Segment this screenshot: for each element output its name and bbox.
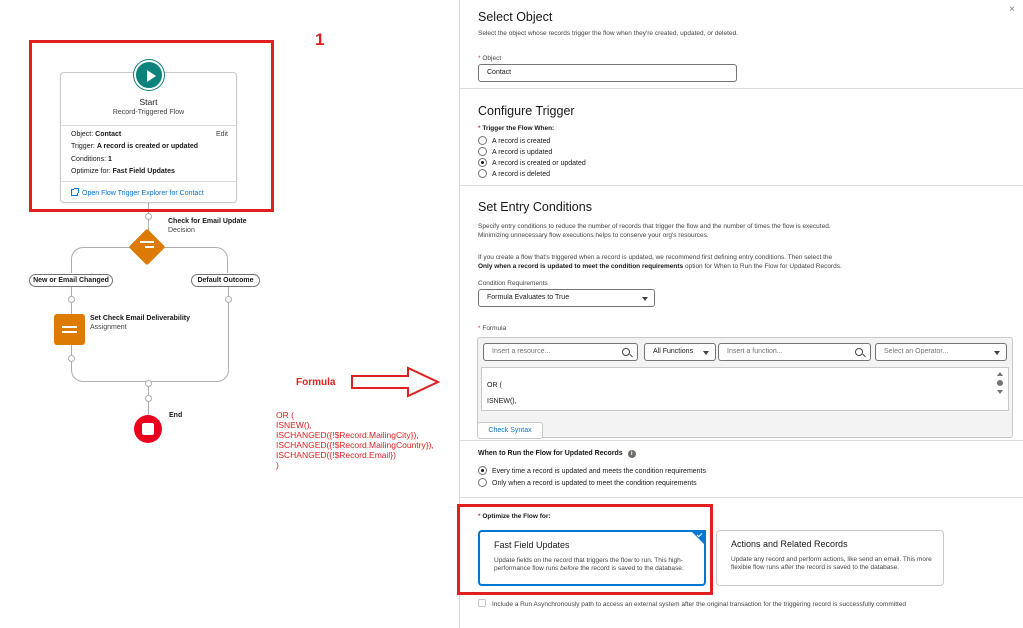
chevron-down-icon bbox=[994, 351, 1000, 355]
object-field-label-text: Object bbox=[482, 55, 502, 62]
assignment-node-subtitle: Assignment bbox=[90, 324, 127, 331]
entry-conditions-desc-4-bold: Only when a record is updated to meet the condition requirements bbox=[478, 263, 684, 270]
actions-related-records-title: Actions and Related Records bbox=[731, 539, 848, 549]
object-field-label: * Object bbox=[478, 55, 502, 62]
search-icon bbox=[622, 348, 630, 356]
actions-related-records-card[interactable] bbox=[716, 530, 944, 586]
run-async-checkbox-row[interactable] bbox=[478, 599, 906, 608]
start-optimize-label: Optimize for: bbox=[71, 168, 111, 175]
formula-builder bbox=[477, 337, 1013, 438]
annotation-highlight-box bbox=[29, 40, 274, 212]
info-icon[interactable]: i bbox=[628, 450, 636, 458]
annotation-highlight-box bbox=[457, 504, 713, 595]
trigger-when-label-text: Trigger the Flow When: bbox=[482, 125, 555, 132]
condition-requirements-label: Condition Requirements bbox=[478, 280, 548, 287]
divider bbox=[460, 497, 1023, 498]
radio-label: A record is created or updated bbox=[492, 160, 586, 167]
start-node-title: Start bbox=[139, 97, 158, 107]
entry-conditions-desc-2: Minimizing unnecessary flow executions helps to conserve your org's resources. bbox=[478, 232, 709, 239]
operator-select[interactable] bbox=[875, 343, 1007, 361]
start-optimize-value: Fast Field Updates bbox=[112, 168, 175, 175]
radio-record-created-or-updated[interactable] bbox=[478, 158, 586, 167]
radio-label: A record is updated bbox=[492, 149, 553, 156]
formula-line-1: OR ( bbox=[487, 382, 502, 389]
functions-category-value: All Functions bbox=[653, 348, 694, 355]
connector-branch-left bbox=[71, 247, 135, 273]
radio-label: Only when a record is updated to meet the condition requirements bbox=[492, 480, 697, 487]
operator-placeholder: Select an Operator... bbox=[884, 348, 949, 355]
radio-label: A record is created bbox=[492, 138, 551, 145]
start-trigger-value: A record is created or updated bbox=[96, 143, 199, 150]
decision-node-subtitle: Decision bbox=[168, 227, 195, 234]
formula-field-label: * Formula bbox=[478, 325, 507, 332]
entry-conditions-title: Set Entry Conditions bbox=[478, 200, 592, 214]
decision-node-title: Check for Email Update bbox=[168, 218, 247, 225]
condition-requirements-select[interactable] bbox=[478, 289, 655, 307]
object-input[interactable]: Contact bbox=[478, 64, 737, 82]
start-object-label: Object: bbox=[71, 131, 94, 138]
assignment-node-icon[interactable] bbox=[54, 314, 85, 345]
assignment-node-title: Set Check Email Deliverability bbox=[90, 315, 190, 322]
end-node-title: End bbox=[169, 412, 183, 419]
start-conditions-value: 1 bbox=[107, 156, 112, 163]
configure-trigger-title: Configure Trigger bbox=[478, 104, 575, 118]
function-search-input[interactable] bbox=[718, 343, 871, 361]
optimize-label: * Optimize the Flow for: bbox=[478, 513, 551, 520]
decision-lines-icon bbox=[140, 241, 154, 253]
start-node-subtitle: Record-Triggered Flow bbox=[112, 109, 185, 116]
formula-field-label-text: Formula bbox=[482, 325, 507, 332]
radio-label: A record is deleted bbox=[492, 171, 550, 178]
fast-field-updates-desc: Update fields on the record that triggers the flow to run. This high-performance flow runs before the record is saved to the database. bbox=[494, 557, 684, 572]
formula-editor[interactable] bbox=[481, 367, 1009, 411]
function-search-placeholder: Insert a function... bbox=[727, 348, 783, 355]
open-trigger-explorer-label: Open Flow Trigger Explorer for Contact bbox=[82, 190, 204, 197]
check-syntax-button[interactable]: Check Syntax bbox=[477, 422, 543, 439]
annotation-number: 1 bbox=[315, 30, 325, 49]
run-async-checkbox[interactable] bbox=[478, 599, 486, 607]
select-object-description: Select the object whose records trigger the flow when they're created, updated, or deleted. bbox=[478, 30, 738, 37]
functions-category-select[interactable] bbox=[644, 343, 716, 361]
entry-conditions-desc-4-rest: option for When to Run the Flow for Updated Records. bbox=[683, 263, 842, 270]
trigger-when-label: * Trigger the Flow When: bbox=[478, 125, 555, 132]
select-object-title: Select Object bbox=[478, 10, 553, 24]
connector-merge-left bbox=[71, 362, 148, 382]
optimize-label-text: Optimize the Flow for: bbox=[482, 513, 551, 520]
connector-dot[interactable] bbox=[68, 355, 75, 362]
chevron-down-icon bbox=[642, 297, 648, 301]
close-icon[interactable]: × bbox=[1009, 4, 1015, 15]
scrollbar-icon[interactable] bbox=[996, 371, 1004, 395]
start-object-value: Contact bbox=[95, 131, 122, 138]
entry-conditions-desc-4 bbox=[478, 262, 842, 271]
actions-related-records-desc: Update any record and perform actions, like send an email. This more flexible flow runs after the record is saved to the database. bbox=[731, 556, 932, 571]
resource-search-placeholder: Insert a resource... bbox=[492, 348, 551, 355]
radio-only-when[interactable] bbox=[478, 478, 697, 487]
edit-link[interactable]: Edit bbox=[215, 131, 228, 138]
radio-button[interactable] bbox=[478, 147, 487, 156]
radio-every-time[interactable] bbox=[478, 466, 706, 475]
start-trigger-label: Trigger: bbox=[71, 143, 95, 150]
radio-record-created[interactable] bbox=[478, 136, 550, 145]
radio-button[interactable] bbox=[478, 136, 487, 145]
connector-dot[interactable] bbox=[68, 296, 75, 303]
radio-label: Every time a record is updated and meets the condition requirements bbox=[492, 468, 707, 475]
annotation-arrow-icon bbox=[350, 366, 442, 398]
entry-conditions-desc-1: Specify entry conditions to reduce the number of records that trigger the flow and the number of times the flow is executed. bbox=[478, 223, 831, 230]
formula-line-2: ISNEW(), bbox=[487, 398, 517, 405]
when-to-run-label bbox=[478, 450, 636, 458]
connector-dot[interactable] bbox=[145, 213, 152, 220]
end-node-icon[interactable] bbox=[134, 415, 162, 443]
radio-record-deleted[interactable] bbox=[478, 169, 550, 178]
radio-button[interactable] bbox=[478, 478, 487, 487]
entry-conditions-desc-3: If you create a flow that's triggered when a record is updated, we recommend first defining entry conditions. Then select the bbox=[478, 254, 833, 261]
radio-record-updated[interactable] bbox=[478, 147, 552, 156]
outcome-default[interactable]: Default Outcome bbox=[191, 274, 260, 287]
connector-branch-right bbox=[160, 247, 228, 273]
run-async-label: Include a Run Asynchronously path to access an external system after the original transaction for the triggering record is successfully committed bbox=[492, 601, 907, 608]
radio-button[interactable] bbox=[478, 169, 487, 178]
resource-search-input[interactable] bbox=[483, 343, 638, 361]
flow-canvas bbox=[0, 0, 455, 628]
outcome-new-or-email-changed[interactable]: New or Email Changed bbox=[29, 274, 113, 287]
when-to-run-label-text: When to Run the Flow for Updated Records bbox=[478, 450, 623, 457]
condition-requirements-value: Formula Evaluates to True bbox=[487, 294, 570, 301]
connector-dot[interactable] bbox=[225, 296, 232, 303]
radio-button-selected[interactable] bbox=[478, 158, 487, 167]
fast-field-updates-title: Fast Field Updates bbox=[494, 540, 570, 550]
connector-dot[interactable] bbox=[145, 395, 152, 402]
search-icon bbox=[855, 348, 863, 356]
connector-assign-down bbox=[71, 345, 72, 355]
configure-trigger-section bbox=[460, 89, 1023, 186]
annotation-formula-label: Formula bbox=[296, 377, 336, 388]
select-object-section bbox=[460, 0, 1023, 89]
start-conditions-label: Conditions: bbox=[71, 156, 107, 163]
annotation-formula-text: OR ( ISNEW(), ISCHANGED({!$Record.MailingCity}), ISCHANGED({!$Record.MailingCountry}), ISCHANGED({!$Record.Email}) ) bbox=[276, 410, 434, 470]
connector-dot[interactable] bbox=[145, 380, 152, 387]
connector-merge-right bbox=[148, 362, 229, 382]
chevron-down-icon bbox=[703, 351, 709, 355]
radio-button-selected[interactable] bbox=[478, 466, 487, 475]
